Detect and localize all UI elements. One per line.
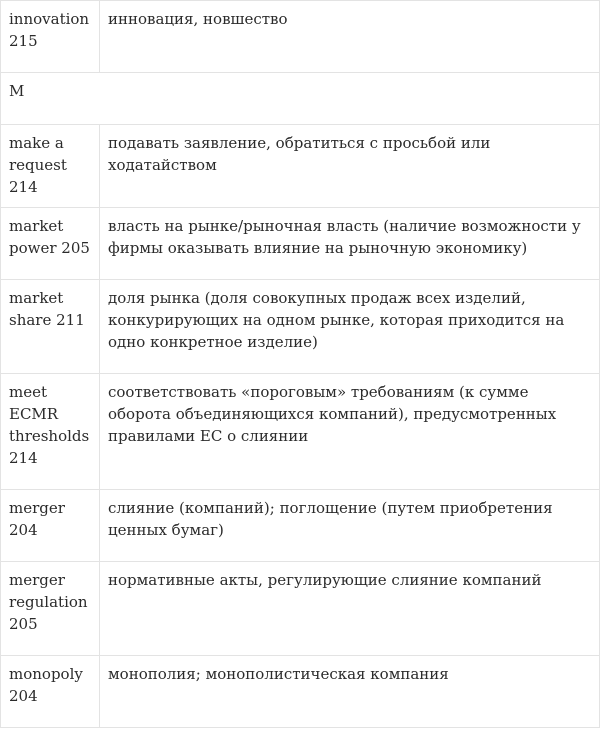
- definition-cell: слияние (компаний); поглощение (путем приобретения ценных бумаг): [100, 490, 600, 562]
- term-cell: market power 205: [1, 208, 100, 280]
- table-row: [1, 280, 600, 374]
- section-letter: M: [1, 73, 600, 125]
- term-cell: merger regulation 205: [1, 562, 100, 656]
- page-bottom-margin: [0, 728, 600, 748]
- definition-cell: власть на рынке/рыночная власть (наличие возможности у фирмы оказывать влияние на рыночную экономику): [100, 208, 600, 280]
- table-row: [1, 125, 600, 208]
- table-row: [1, 656, 600, 728]
- term-cell: innovation 215: [1, 1, 100, 73]
- definition-cell: монополия; монополистическая компания: [100, 656, 600, 728]
- definition-cell: нормативные акты, регулирующие слияние компаний: [100, 562, 600, 656]
- term-cell: meet ECMR thresholds 214: [1, 374, 100, 490]
- table-row: [1, 1, 600, 73]
- table-row: [1, 374, 600, 490]
- table-row: [1, 490, 600, 562]
- definition-cell: доля рынка (доля совокупных продаж всех изделий, конкурирующих на одном рынке, которая приходится на одно конкретное изделие): [100, 280, 600, 374]
- glossary-body: [1, 1, 600, 728]
- term-cell: monopoly 204: [1, 656, 100, 728]
- definition-cell: инновация, новшество: [100, 1, 600, 73]
- table-row: [1, 208, 600, 280]
- section-letter-row: [1, 73, 600, 125]
- term-cell: market share 211: [1, 280, 100, 374]
- table-row: [1, 562, 600, 656]
- term-cell: merger 204: [1, 490, 100, 562]
- term-cell: make a request 214: [1, 125, 100, 208]
- definition-cell: подавать заявление, обратиться с просьбой или ходатайством: [100, 125, 600, 208]
- definition-cell: соответствовать «пороговым» требованиям (к сумме оборота объединяющихся компаний), предусмотренных правилами ЕС о слиянии: [100, 374, 600, 490]
